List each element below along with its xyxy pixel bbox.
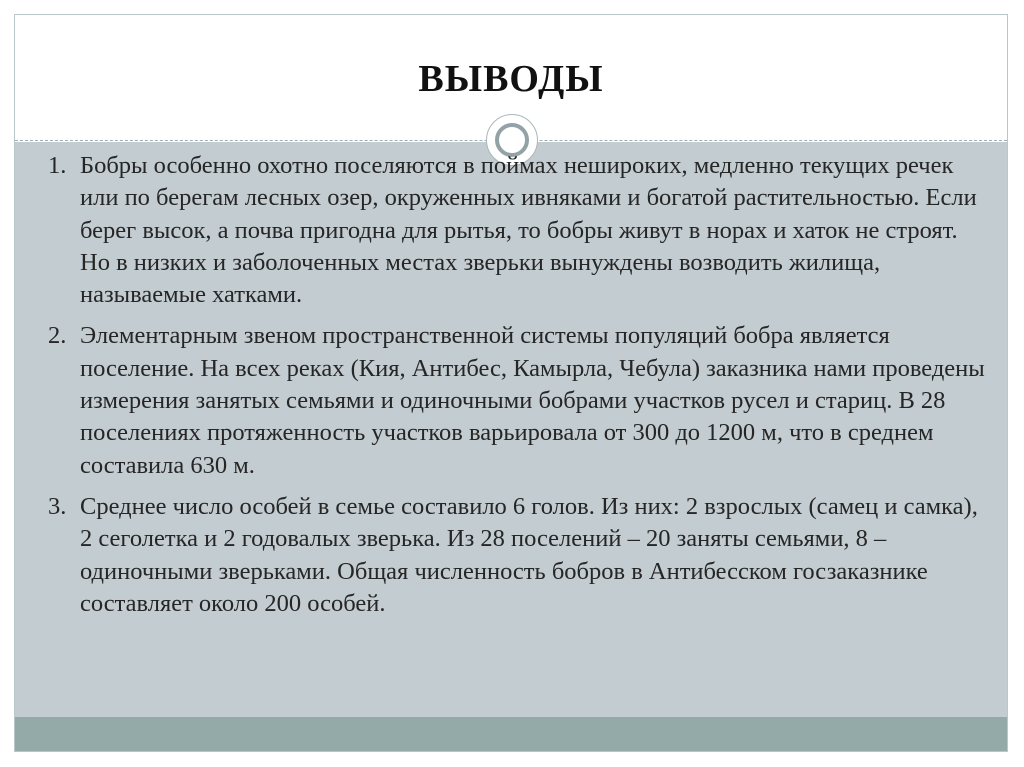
list-item-3 (48, 491, 993, 620)
list-number-1: 1. (48, 152, 67, 179)
slide-title: ВЫВОДЫ (418, 58, 604, 100)
list-number-2: 2. (48, 322, 67, 350)
list-text-3: Среднее число особей в семье составило 6 голов. Из них: 2 взрослых (самец и самка), 2 сеголетка и 2 годовалых зверька. Из 28 поселений – 20 заняты семьями, 8 – одиночными зверьками. Общая численность бобров в Антибесском госзаказнике составляет около 200 особей. (80, 492, 978, 617)
list-item-2 (48, 320, 993, 481)
list-text-1: Бобры особенно охотно поселяются в поймах нешироких, медленно текущих речек или по берегам лесных озер, окруженных ивняками и богатой растительностью. Если берег высок, а почва пригодна для рытья, то бобры живут в норах и хаток не строят. Но в низких и заболоченных местах зверьки вынуждены возводить жилища, называемые хатками. (80, 152, 977, 309)
list-item-1 (48, 150, 993, 311)
conclusions-list (48, 150, 993, 629)
list-text-2: Элементарным звеном пространственной системы популяций бобра является поселение. На всех реках (Кия, Антибес, Камырла, Чебула) заказника нами проведены измерения занятых семьями и одиночными бобрами участков русел и стариц. В 28 поселениях протяженность участков варьировала от 300 до 1200 м, что в среднем составила 630 м. (80, 322, 985, 479)
list-number-3: 3. (48, 492, 67, 520)
